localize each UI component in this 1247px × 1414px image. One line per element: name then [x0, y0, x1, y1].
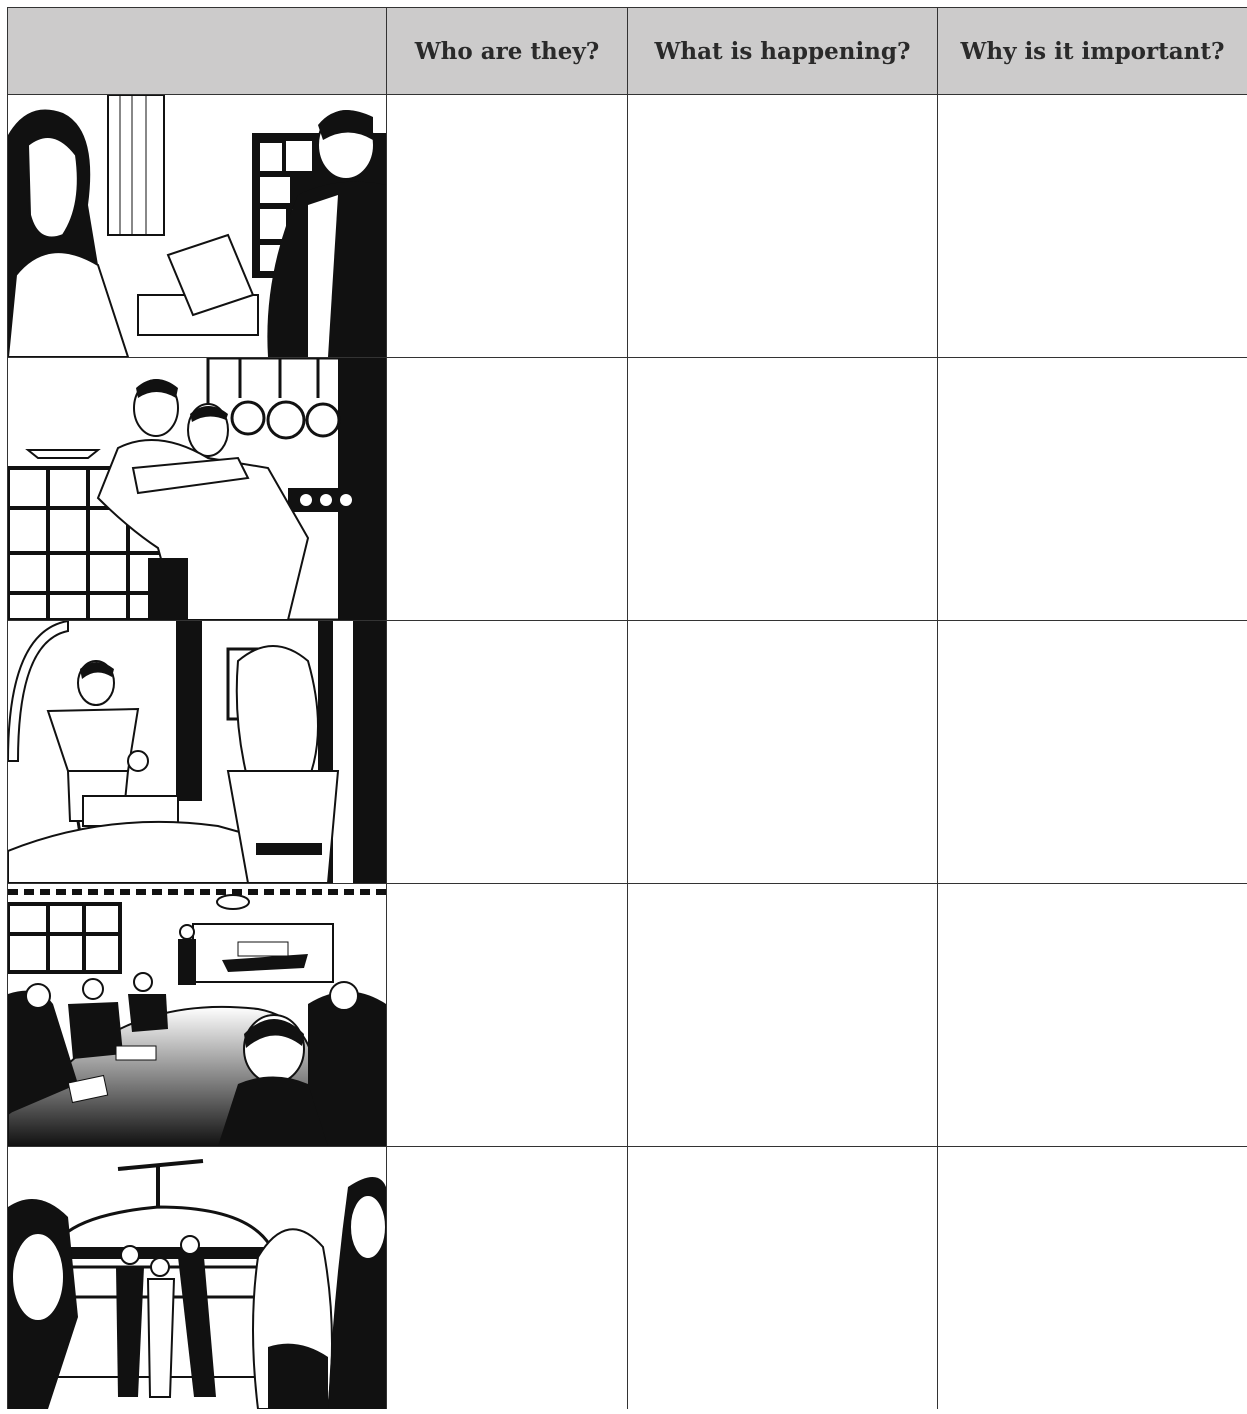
- header-who: Who are they?: [387, 8, 628, 95]
- why-answer-cell[interactable]: [938, 1147, 1247, 1410]
- what-answer-cell[interactable]: [628, 358, 938, 621]
- table-row: [8, 95, 1247, 358]
- header-row: [8, 8, 1247, 95]
- what-answer-cell[interactable]: [628, 621, 938, 884]
- table-row: [8, 884, 1247, 1147]
- worksheet-table: [7, 7, 1247, 1409]
- office-woman-man-papers-illustration: [8, 95, 386, 357]
- header-blank: [8, 8, 387, 95]
- header-why: Why is it important?: [938, 8, 1247, 95]
- who-answer-cell[interactable]: [387, 621, 628, 884]
- illustration-cell: [8, 358, 387, 621]
- why-answer-cell[interactable]: [938, 95, 1247, 358]
- table-row: [8, 358, 1247, 621]
- who-answer-cell[interactable]: [387, 358, 628, 621]
- who-answer-cell[interactable]: [387, 95, 628, 358]
- what-answer-cell[interactable]: [628, 95, 938, 358]
- why-answer-cell[interactable]: [938, 358, 1247, 621]
- illustration-cell: [8, 1147, 387, 1410]
- table-row: [8, 621, 1247, 884]
- why-answer-cell[interactable]: [938, 621, 1247, 884]
- what-answer-cell[interactable]: [628, 1147, 938, 1410]
- worksheet: [7, 7, 1247, 1414]
- ship-deck-escort-illustration: [8, 1147, 386, 1409]
- who-answer-cell[interactable]: [387, 1147, 628, 1410]
- why-answer-cell[interactable]: [938, 884, 1247, 1147]
- who-answer-cell[interactable]: [387, 884, 628, 1147]
- bedroom-man-woman-illustration: [8, 621, 386, 883]
- boardroom-meeting-illustration: [8, 884, 386, 1146]
- illustration-cell: [8, 884, 387, 1147]
- what-answer-cell[interactable]: [628, 884, 938, 1147]
- table-row: [8, 1147, 1247, 1410]
- kitchen-struggle-illustration: [8, 358, 386, 620]
- illustration-cell: [8, 621, 387, 884]
- header-what: What is happening?: [628, 8, 938, 95]
- illustration-cell: [8, 95, 387, 358]
